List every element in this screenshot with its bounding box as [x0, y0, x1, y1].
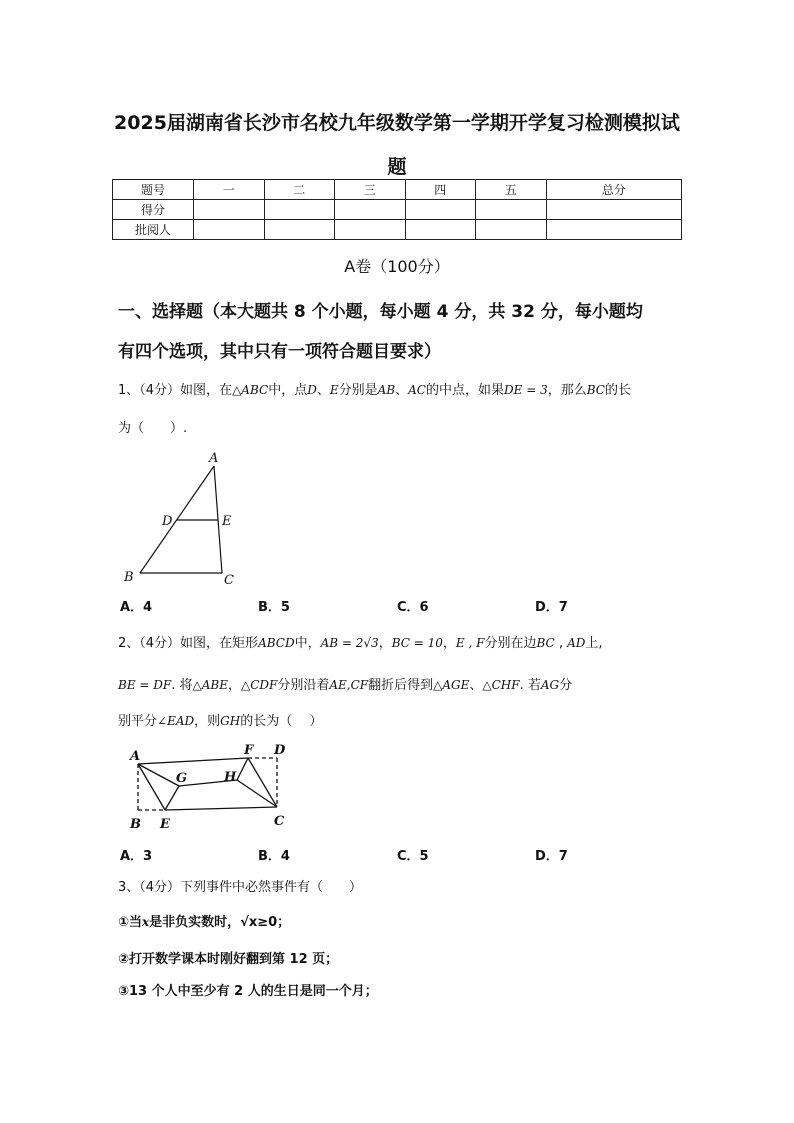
q1-math: BC — [586, 383, 605, 397]
q2-math: △CHF — [482, 678, 520, 692]
reviewer-cell[interactable] — [546, 220, 682, 240]
header-cell: 三 — [335, 180, 406, 200]
q1-text: 分别是 — [338, 383, 378, 398]
q2-label-a: A — [130, 749, 141, 764]
q3-math: x — [142, 915, 150, 929]
q1-math: AB — [377, 383, 396, 397]
q1-text: ，那么 — [547, 383, 587, 398]
q2-label-h: H — [224, 770, 237, 785]
q2-option-d[interactable]: D．7 — [535, 849, 568, 864]
q3-stem — [118, 876, 362, 895]
q1-label-d: D — [162, 514, 173, 529]
q3-number: 3、（4分） — [118, 880, 181, 895]
q2-number: 2、（4分） — [118, 636, 181, 651]
reviewer-cell[interactable] — [335, 220, 406, 240]
score-row — [113, 200, 682, 220]
q2-segment-ec — [165, 807, 277, 810]
q3-item-1 — [118, 911, 290, 930]
q2-segment-fc — [248, 758, 277, 807]
q1-math: E — [329, 383, 339, 397]
q2-text: ， — [378, 636, 392, 651]
q3-item-3: ③13 个人中至少有 2 人的生日是同一个月； — [118, 984, 378, 999]
q1-figure — [118, 448, 248, 588]
q2-text: 如图，在矩形 — [180, 636, 259, 651]
q2-text: , — [554, 636, 568, 651]
reviewer-cell[interactable] — [476, 220, 547, 240]
q1-label-b: B — [124, 570, 134, 585]
q2-text: 上, — [585, 636, 603, 651]
q2-option-c[interactable]: C．5 — [397, 849, 429, 864]
q2-text: 翻折后得到 — [368, 678, 434, 693]
q1-option-a[interactable]: A．4 — [120, 600, 153, 615]
q2-text: 分 — [559, 678, 573, 693]
q2-option-b[interactable]: B．4 — [258, 849, 290, 864]
header-cell: 一 — [194, 180, 265, 200]
header-cell: 四 — [405, 180, 476, 200]
q1-stem — [118, 379, 631, 398]
q2-text: ，则 — [194, 714, 221, 729]
q2-math: ∠EAD — [157, 714, 195, 728]
row-label: 批阅人 — [113, 220, 194, 240]
q2-label-f: F — [244, 743, 254, 758]
row-label: 得分 — [113, 200, 194, 220]
q2-text: . 若 — [519, 678, 541, 693]
q2-label-c: C — [274, 814, 285, 829]
header-cell: 总分 — [546, 180, 682, 200]
q2-math: BC — [536, 636, 555, 650]
q2-math: △CDF — [240, 678, 278, 692]
score-cell[interactable] — [476, 200, 547, 220]
q2-label-g: G — [176, 771, 188, 786]
q2-math: ABCD — [258, 636, 295, 650]
q2-text: 中， — [294, 636, 321, 651]
q2-text: ， — [442, 636, 456, 651]
page-title-line2: 题 — [387, 156, 407, 178]
score-cell[interactable] — [264, 200, 335, 220]
q1-text: 、 — [316, 383, 330, 398]
score-cell[interactable] — [405, 200, 476, 220]
q2-math: △ABE — [192, 678, 228, 692]
q2-math: AD — [567, 636, 586, 650]
q2-math: AG — [540, 678, 560, 692]
q2-text: 分别在边 — [484, 636, 537, 651]
q1-label-c: C — [224, 573, 234, 588]
q2-stem-line1 — [118, 632, 603, 651]
score-cell[interactable] — [194, 200, 265, 220]
q2-stem-line2 — [118, 674, 572, 693]
q1-option-d[interactable]: D．7 — [535, 600, 568, 615]
q1-math: AC — [408, 383, 426, 397]
q1-text: 的长 — [604, 383, 631, 398]
q2-label-e: E — [160, 817, 170, 832]
score-table — [112, 179, 682, 240]
q2-math: GH — [220, 714, 241, 728]
q2-segment-hc — [237, 780, 277, 807]
header-cell: 五 — [476, 180, 547, 200]
q2-label-d: D — [274, 743, 286, 758]
q1-number: 1、（4分） — [118, 383, 181, 398]
q2-text: . 将 — [171, 678, 193, 693]
section-a-heading: A卷（100分） — [344, 257, 450, 276]
q2-segment-hf — [237, 758, 248, 780]
q1-option-b[interactable]: B．5 — [258, 600, 290, 615]
q1-label-e: E — [222, 514, 232, 529]
q1-label-a: A — [209, 451, 219, 466]
q2-option-a[interactable]: A．3 — [120, 849, 153, 864]
score-cell[interactable] — [546, 200, 682, 220]
q2-text: 、 — [469, 678, 483, 693]
q2-stem-line3 — [118, 710, 322, 729]
header-cell: 二 — [264, 180, 335, 200]
q1-text: 、 — [395, 383, 409, 398]
q1-math: D — [307, 383, 317, 397]
q2-text: 的长为（ ） — [240, 714, 323, 729]
q3-text: 是非负实数时， — [149, 915, 241, 930]
score-table-header-row — [113, 180, 682, 200]
q1-stem-line2: 为（ ）. — [118, 421, 188, 436]
q3-math: √x≥0； — [240, 915, 291, 930]
q2-math: BC = 10 — [391, 636, 443, 650]
part1-heading-line1: 一、选择题（本大题共 8 个小题，每小题 4 分，共 32 分，每小题均 — [118, 302, 643, 322]
reviewer-cell[interactable] — [194, 220, 265, 240]
q2-figure — [118, 740, 298, 835]
q2-math: E , F — [455, 636, 485, 650]
q1-text: 的中点，如果 — [425, 383, 504, 398]
score-cell[interactable] — [335, 200, 406, 220]
q2-segment-af — [138, 758, 248, 764]
header-cell: 题号 — [113, 180, 194, 200]
q3-text: 下列事件中必然事件有（ ） — [180, 880, 363, 895]
q1-text: 如图，在 — [180, 383, 233, 398]
reviewer-cell[interactable] — [405, 220, 476, 240]
part1-heading-line2: 有四个选项，其中只有一项符合题目要求） — [118, 342, 441, 362]
q2-text: ， — [227, 678, 241, 693]
q2-text: 分别沿着 — [277, 678, 330, 693]
page-title-line1: 2025届湖南省长沙市名校九年级数学第一学期开学复习检测模拟试 — [114, 112, 680, 134]
q2-math: △AGE — [433, 678, 470, 692]
q2-text: 别平分 — [118, 714, 158, 729]
q3-item-2: ②打开数学课本时刚好翻到第 12 页； — [118, 952, 339, 967]
q2-math: AE,CF — [329, 678, 369, 692]
q2-segment-ge — [165, 786, 179, 810]
q2-label-b: B — [130, 817, 141, 832]
q2-math: AB = 2√3 — [320, 636, 379, 650]
q1-text: 中，点 — [268, 383, 308, 398]
q1-math: △ABC — [232, 383, 269, 397]
reviewer-row — [113, 220, 682, 240]
q1-option-c[interactable]: C．6 — [397, 600, 429, 615]
q1-math: DE = 3 — [504, 383, 548, 397]
reviewer-cell[interactable] — [264, 220, 335, 240]
q2-math: BE = DF — [118, 678, 172, 692]
q3-text: ①当 — [118, 915, 143, 930]
